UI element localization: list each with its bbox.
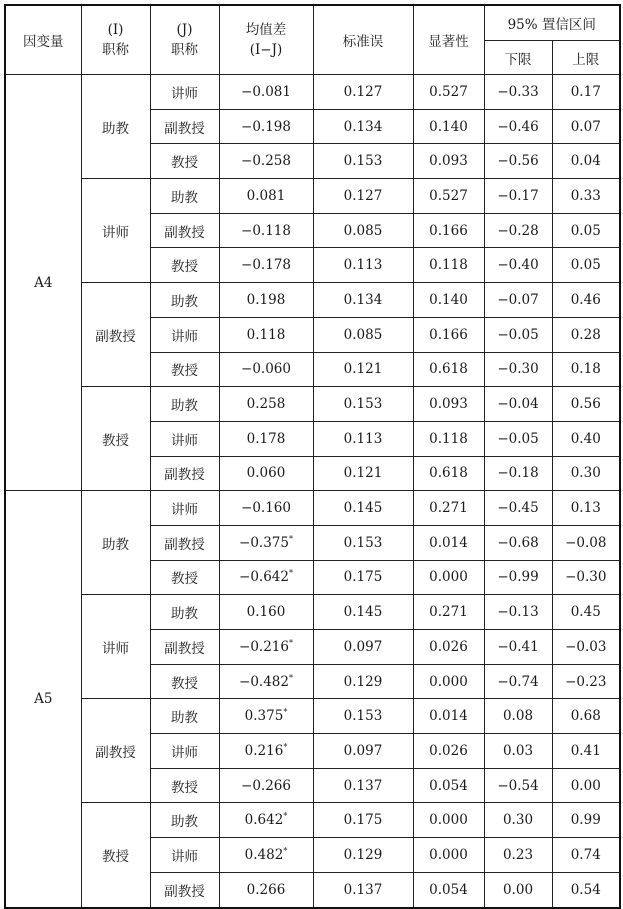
ci-upper-cell: 0.00 — [552, 768, 620, 803]
significance-star: * — [288, 638, 293, 648]
i-title-cell: 讲师 — [81, 595, 150, 699]
ci-upper-cell: −0.08 — [552, 525, 620, 560]
significance-cell: 0.026 — [413, 734, 484, 769]
mean-diff-cell — [219, 144, 313, 179]
ci-upper-cell: 0.41 — [552, 734, 620, 769]
i-title-cell: 副教授 — [81, 283, 150, 387]
mean-diff-value: −0.198 — [241, 118, 291, 135]
mean-diff-value: 0.178 — [246, 430, 286, 447]
ci-upper-cell: 0.99 — [552, 803, 620, 838]
mean-diff-value: −0.482 — [239, 673, 289, 690]
ci-upper-cell: 0.54 — [552, 872, 620, 907]
mean-diff-cell — [219, 213, 313, 248]
ci-lower-cell: −0.33 — [484, 75, 552, 110]
mean-diff-cell — [219, 456, 313, 491]
std-err-cell: 0.121 — [313, 456, 413, 491]
ci-upper-cell: −0.30 — [552, 560, 620, 595]
j-title-cell: 副教授 — [150, 109, 219, 144]
j-title-cell: 助教 — [150, 803, 219, 838]
ci-lower-cell: −0.68 — [484, 525, 552, 560]
significance-cell: 0.271 — [413, 595, 484, 630]
ci-upper-cell: 0.17 — [552, 75, 620, 110]
significance-cell: 0.026 — [413, 630, 484, 665]
ci-lower-cell: −0.17 — [484, 179, 552, 214]
mean-diff-value: −0.258 — [241, 153, 291, 170]
j-title-cell: 助教 — [150, 387, 219, 422]
mean-diff-cell — [219, 491, 313, 526]
header-std-err: 标准误 — [313, 5, 413, 75]
std-err-cell: 0.153 — [313, 387, 413, 422]
mean-diff-value: 0.216 — [244, 742, 284, 759]
mean-diff-cell — [219, 768, 313, 803]
mean-diff-value: 0.258 — [246, 396, 286, 413]
significance-cell: 0.166 — [413, 317, 484, 352]
significance-cell: 0.118 — [413, 421, 484, 456]
header-mean-diff-2: (I−J) — [249, 42, 283, 58]
ci-upper-cell: 0.05 — [552, 213, 620, 248]
significance-cell: 0.014 — [413, 525, 484, 560]
header-i-title-2: 职称 — [102, 42, 129, 58]
ci-upper-cell: 0.30 — [552, 456, 620, 491]
significance-star: * — [288, 568, 293, 578]
ci-lower-cell: −0.18 — [484, 456, 552, 491]
header-j-title-1: (J) — [176, 22, 193, 38]
header-j-title-2: 职称 — [171, 42, 198, 58]
significance-cell: 0.093 — [413, 387, 484, 422]
header-significance: 显著性 — [413, 5, 484, 75]
mean-diff-value: 0.198 — [246, 291, 286, 308]
i-title-cell: 助教 — [81, 75, 150, 179]
mean-diff-value: −0.642 — [239, 569, 289, 586]
significance-cell: 0.093 — [413, 144, 484, 179]
ci-upper-cell: 0.05 — [552, 248, 620, 283]
mean-diff-cell — [219, 595, 313, 630]
ci-upper-cell: 0.40 — [552, 421, 620, 456]
j-title-cell: 助教 — [150, 595, 219, 630]
ci-upper-cell: 0.13 — [552, 491, 620, 526]
dependent-var-cell: A4 — [5, 75, 81, 491]
significance-cell: 0.140 — [413, 283, 484, 318]
std-err-cell: 0.145 — [313, 595, 413, 630]
j-title-cell: 教授 — [150, 664, 219, 699]
ci-upper-cell: 0.18 — [552, 352, 620, 387]
mean-diff-cell — [219, 179, 313, 214]
j-title-cell: 讲师 — [150, 491, 219, 526]
mean-diff-value: 0.266 — [246, 881, 286, 898]
mean-diff-cell — [219, 525, 313, 560]
std-err-cell: 0.175 — [313, 560, 413, 595]
mean-diff-cell — [219, 248, 313, 283]
std-err-cell: 0.121 — [313, 352, 413, 387]
j-title-cell: 教授 — [150, 352, 219, 387]
significance-star: * — [283, 811, 288, 821]
table-row — [5, 283, 620, 318]
mean-diff-cell — [219, 560, 313, 595]
i-title-cell: 教授 — [81, 387, 150, 491]
std-err-cell: 0.113 — [313, 248, 413, 283]
ci-lower-cell: −0.28 — [484, 213, 552, 248]
ci-lower-cell: −0.74 — [484, 664, 552, 699]
mean-diff-cell — [219, 317, 313, 352]
j-title-cell: 讲师 — [150, 421, 219, 456]
i-title-cell: 副教授 — [81, 699, 150, 803]
std-err-cell: 0.127 — [313, 75, 413, 110]
ci-upper-cell: 0.74 — [552, 838, 620, 873]
significance-cell: 0.527 — [413, 179, 484, 214]
ci-lower-cell: 0.30 — [484, 803, 552, 838]
std-err-cell: 0.137 — [313, 872, 413, 907]
significance-cell: 0.118 — [413, 248, 484, 283]
significance-cell: 0.014 — [413, 699, 484, 734]
table-row — [5, 75, 620, 110]
std-err-cell: 0.137 — [313, 768, 413, 803]
mean-diff-value: 0.482 — [244, 846, 284, 863]
significance-cell: 0.000 — [413, 664, 484, 699]
mean-diff-value: −0.216 — [239, 638, 289, 655]
mean-diff-cell — [219, 838, 313, 873]
multiple-comparison-table — [4, 4, 621, 909]
header-dependent-var: 因变量 — [5, 5, 81, 75]
header-i-title — [81, 5, 150, 75]
mean-diff-value: −0.178 — [241, 257, 291, 274]
ci-upper-cell: 0.28 — [552, 317, 620, 352]
mean-diff-cell — [219, 75, 313, 110]
ci-lower-cell: −0.54 — [484, 768, 552, 803]
header-mean-diff — [219, 5, 313, 75]
table-row — [5, 699, 620, 734]
mean-diff-cell — [219, 872, 313, 907]
ci-lower-cell: 0.03 — [484, 734, 552, 769]
ci-upper-cell: 0.46 — [552, 283, 620, 318]
mean-diff-value: 0.060 — [246, 465, 286, 482]
j-title-cell: 讲师 — [150, 317, 219, 352]
ci-lower-cell: −0.07 — [484, 283, 552, 318]
std-err-cell: 0.153 — [313, 699, 413, 734]
ci-upper-cell: −0.23 — [552, 664, 620, 699]
table-row — [5, 803, 620, 838]
ci-lower-cell: −0.99 — [484, 560, 552, 595]
j-title-cell: 副教授 — [150, 630, 219, 665]
table-row — [5, 491, 620, 526]
significance-cell: 0.000 — [413, 838, 484, 873]
mean-diff-value: 0.375 — [244, 708, 284, 725]
ci-lower-cell: 0.00 — [484, 872, 552, 907]
mean-diff-cell — [219, 352, 313, 387]
std-err-cell: 0.085 — [313, 213, 413, 248]
mean-diff-cell — [219, 283, 313, 318]
std-err-cell: 0.113 — [313, 421, 413, 456]
mean-diff-value: −0.118 — [241, 222, 291, 239]
j-title-cell: 副教授 — [150, 872, 219, 907]
table-row — [5, 595, 620, 630]
ci-upper-cell: 0.45 — [552, 595, 620, 630]
significance-star: * — [288, 534, 293, 544]
ci-lower-cell: −0.40 — [484, 248, 552, 283]
j-title-cell: 教授 — [150, 248, 219, 283]
ci-lower-cell: 0.08 — [484, 699, 552, 734]
ci-lower-cell: 0.23 — [484, 838, 552, 873]
significance-star: * — [288, 673, 293, 683]
significance-cell: 0.618 — [413, 352, 484, 387]
j-title-cell: 讲师 — [150, 838, 219, 873]
mean-diff-cell — [219, 109, 313, 144]
ci-lower-cell: −0.56 — [484, 144, 552, 179]
std-err-cell: 0.129 — [313, 664, 413, 699]
std-err-cell: 0.085 — [313, 317, 413, 352]
table-row — [5, 387, 620, 422]
ci-lower-cell: −0.46 — [484, 109, 552, 144]
mean-diff-cell — [219, 664, 313, 699]
mean-diff-cell — [219, 803, 313, 838]
i-title-cell: 教授 — [81, 803, 150, 908]
significance-cell: 0.618 — [413, 456, 484, 491]
header-ci-upper: 上限 — [552, 41, 620, 75]
j-title-cell: 助教 — [150, 699, 219, 734]
j-title-cell: 副教授 — [150, 456, 219, 491]
mean-diff-value: −0.060 — [241, 361, 291, 378]
significance-cell: 0.140 — [413, 109, 484, 144]
mean-diff-cell — [219, 387, 313, 422]
std-err-cell: 0.153 — [313, 144, 413, 179]
ci-upper-cell: 0.07 — [552, 109, 620, 144]
ci-lower-cell: −0.30 — [484, 352, 552, 387]
j-title-cell: 教授 — [150, 144, 219, 179]
mean-diff-value: 0.160 — [246, 604, 286, 621]
significance-cell: 0.054 — [413, 768, 484, 803]
j-title-cell: 副教授 — [150, 525, 219, 560]
ci-upper-cell: 0.33 — [552, 179, 620, 214]
j-title-cell: 助教 — [150, 283, 219, 318]
i-title-cell: 讲师 — [81, 179, 150, 283]
ci-upper-cell: 0.68 — [552, 699, 620, 734]
header-ci-group: 95% 置信区间 — [484, 5, 620, 41]
i-title-cell: 助教 — [81, 491, 150, 595]
std-err-cell: 0.097 — [313, 734, 413, 769]
ci-upper-cell: −0.03 — [552, 630, 620, 665]
ci-lower-cell: −0.04 — [484, 387, 552, 422]
significance-cell: 0.271 — [413, 491, 484, 526]
ci-upper-cell: 0.56 — [552, 387, 620, 422]
header-i-title-1: (I) — [107, 22, 124, 38]
significance-cell: 0.054 — [413, 872, 484, 907]
header-j-title — [150, 5, 219, 75]
std-err-cell: 0.097 — [313, 630, 413, 665]
header-mean-diff-1: 均值差 — [245, 22, 287, 38]
mean-diff-value: 0.081 — [246, 187, 286, 204]
mean-diff-cell — [219, 421, 313, 456]
j-title-cell: 教授 — [150, 768, 219, 803]
std-err-cell: 0.145 — [313, 491, 413, 526]
ci-upper-cell: 0.04 — [552, 144, 620, 179]
j-title-cell: 副教授 — [150, 213, 219, 248]
j-title-cell: 助教 — [150, 179, 219, 214]
j-title-cell: 讲师 — [150, 75, 219, 110]
significance-cell: 0.000 — [413, 560, 484, 595]
mean-diff-value: −0.081 — [241, 83, 291, 100]
std-err-cell: 0.175 — [313, 803, 413, 838]
table-row — [5, 179, 620, 214]
ci-lower-cell: −0.05 — [484, 421, 552, 456]
table-body — [5, 75, 620, 908]
j-title-cell: 教授 — [150, 560, 219, 595]
header-ci-lower: 下限 — [484, 41, 552, 75]
mean-diff-value: 0.642 — [244, 812, 284, 829]
j-title-cell: 讲师 — [150, 734, 219, 769]
std-err-cell: 0.129 — [313, 838, 413, 873]
mean-diff-cell — [219, 734, 313, 769]
ci-lower-cell: −0.41 — [484, 630, 552, 665]
ci-lower-cell: −0.13 — [484, 595, 552, 630]
mean-diff-value: −0.266 — [241, 777, 291, 794]
significance-cell: 0.527 — [413, 75, 484, 110]
significance-cell: 0.166 — [413, 213, 484, 248]
significance-star: * — [283, 742, 288, 752]
std-err-cell: 0.134 — [313, 283, 413, 318]
ci-lower-cell: −0.05 — [484, 317, 552, 352]
significance-cell: 0.000 — [413, 803, 484, 838]
mean-diff-cell — [219, 630, 313, 665]
mean-diff-value: −0.160 — [241, 500, 291, 517]
significance-star: * — [283, 707, 288, 717]
std-err-cell: 0.134 — [313, 109, 413, 144]
mean-diff-cell — [219, 699, 313, 734]
mean-diff-value: 0.118 — [246, 326, 286, 343]
std-err-cell: 0.153 — [313, 525, 413, 560]
std-err-cell: 0.127 — [313, 179, 413, 214]
ci-lower-cell: −0.45 — [484, 491, 552, 526]
dependent-var-cell: A5 — [5, 491, 81, 908]
mean-diff-value: −0.375 — [239, 534, 289, 551]
significance-star: * — [283, 846, 288, 856]
